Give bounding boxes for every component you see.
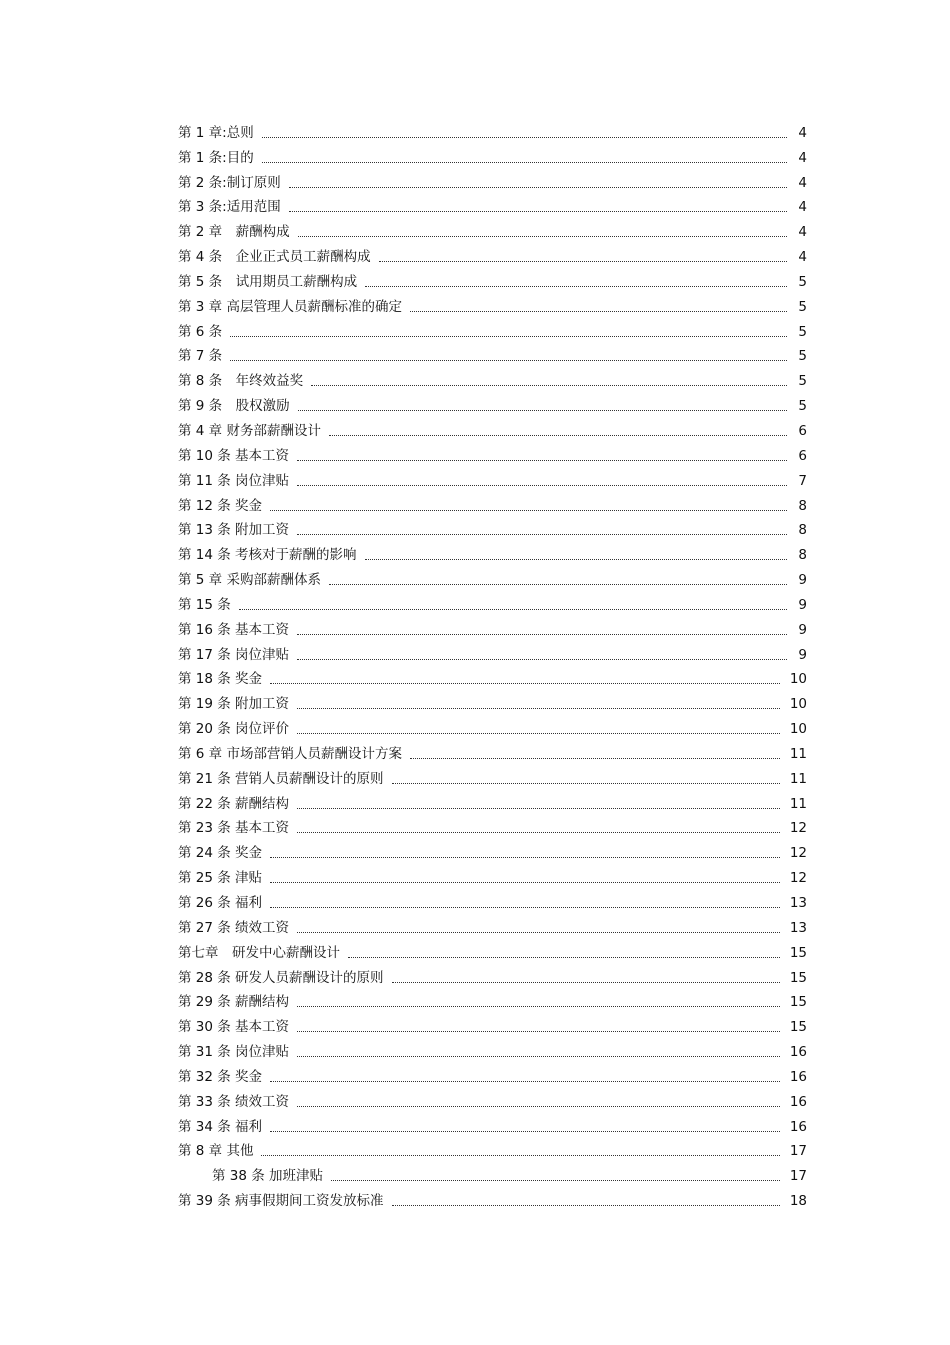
dot-leader [329, 434, 787, 436]
toc-entry-page-number: 5 [798, 398, 807, 415]
dot-leader [230, 359, 787, 361]
dot-leader [297, 931, 780, 933]
toc-entry-label: 第 11 条 岗位津贴 [178, 472, 290, 489]
dot-leader [270, 682, 780, 684]
toc-entry-label: 第 31 条 岗位津贴 [178, 1044, 290, 1061]
toc-entry-label: 第 18 条 奖金 [178, 671, 263, 688]
dot-leader [297, 533, 787, 535]
toc-entry-page-number: 4 [798, 249, 807, 266]
toc-entry[interactable] [178, 316, 807, 341]
dot-leader [297, 1055, 780, 1057]
toc-entry[interactable] [178, 1036, 807, 1061]
toc-entry[interactable] [178, 1061, 807, 1086]
toc-entry-label: 第 38 条 加班津贴 [212, 1168, 324, 1185]
toc-entry-page-number: 9 [798, 596, 807, 613]
toc-entry-page-number: 16 [789, 1118, 807, 1135]
toc-entry[interactable] [178, 365, 807, 390]
toc-entry-page-number: 16 [789, 1093, 807, 1110]
toc-entry[interactable] [178, 241, 807, 266]
toc-entry-label: 第 5 条 试用期员工薪酬构成 [178, 273, 358, 290]
toc-entry-page-number: 7 [798, 472, 807, 489]
toc-entry-label: 第 15 条 [178, 596, 231, 613]
toc-entry-label: 第 39 条 病事假期间工资发放标准 [178, 1193, 384, 1210]
toc-entry[interactable] [178, 962, 807, 987]
dot-leader [365, 285, 787, 287]
toc-entry-label: 第 1 条:目的 [178, 149, 254, 166]
dot-leader [379, 260, 787, 262]
toc-entry-page-number: 16 [789, 1068, 807, 1085]
toc-entry-label: 第 21 条 营销人员薪酬设计的原则 [178, 770, 384, 787]
toc-entry-label: 第 33 条 绩效工资 [178, 1093, 290, 1110]
toc-entry-page-number: 16 [789, 1044, 807, 1061]
toc-entry-page-number: 10 [789, 721, 807, 738]
toc-entry-label: 第 3 条:适用范围 [178, 199, 281, 216]
toc-entry[interactable] [178, 539, 807, 564]
toc-entry[interactable] [178, 465, 807, 490]
toc-entry-label: 第 8 条 年终效益奖 [178, 373, 304, 390]
toc-entry-page-number: 5 [798, 348, 807, 365]
toc-entry[interactable] [178, 415, 807, 440]
toc-entry[interactable] [178, 788, 807, 813]
toc-entry[interactable] [178, 192, 807, 217]
toc-entry-label: 第 7 条 [178, 348, 223, 365]
toc-entry-label: 第 34 条 福利 [178, 1118, 263, 1135]
toc-entry-page-number: 5 [798, 273, 807, 290]
toc-entry[interactable] [178, 1011, 807, 1036]
toc-entry[interactable] [178, 341, 807, 366]
toc-entry[interactable] [178, 738, 807, 763]
toc-entry-label: 第 26 条 福利 [178, 895, 263, 911]
toc-entry[interactable] [178, 440, 807, 465]
toc-entry[interactable] [178, 490, 807, 515]
dot-leader [297, 459, 787, 461]
toc-entry-label: 第 22 条 薪酬结构 [178, 795, 290, 812]
toc-entry-page-number: 15 [789, 994, 807, 1011]
dot-leader [298, 235, 787, 237]
toc-entry-page-number: 11 [789, 745, 807, 762]
dot-leader [289, 186, 787, 188]
dot-leader [297, 707, 780, 709]
toc-entry-page-number: 17 [789, 1168, 807, 1185]
toc-entry-label: 第七章 研发中心薪酬设计 [178, 944, 340, 961]
dot-leader [297, 484, 787, 486]
toc-entry[interactable] [178, 564, 807, 589]
dot-leader [297, 658, 787, 660]
toc-entry-label: 第 2 条:制订原则 [178, 174, 281, 191]
dot-leader [365, 558, 787, 560]
dot-leader [261, 1154, 779, 1156]
toc-entry-label: 第 10 条 基本工资 [178, 447, 290, 464]
toc-entry-page-number: 10 [789, 696, 807, 713]
toc-entry-page-number: 18 [789, 1193, 807, 1210]
toc-entry-label: 第 25 条 津贴 [178, 870, 263, 887]
toc-entry[interactable] [178, 639, 807, 664]
dot-leader [331, 1179, 780, 1181]
toc-entry[interactable] [178, 1111, 807, 1136]
dot-leader [297, 633, 787, 635]
toc-entry-page-number: 8 [798, 497, 807, 514]
dot-leader [329, 583, 787, 585]
dot-leader [239, 608, 787, 610]
toc-entry-page-number: 4 [798, 174, 807, 191]
dot-leader [262, 136, 787, 138]
toc-entry-page-number: 12 [789, 820, 807, 837]
toc-entry-page-number: 13 [789, 919, 807, 936]
toc-entry-label: 第 4 章 财务部薪酬设计 [178, 422, 321, 439]
toc-entry-label: 第 1 章:总则 [178, 124, 254, 141]
toc-entry-page-number: 15 [789, 969, 807, 986]
toc-entry[interactable] [178, 912, 807, 937]
toc-entry-page-number: 15 [789, 944, 807, 961]
dot-leader [410, 757, 780, 759]
toc-entry[interactable] [178, 664, 807, 689]
toc-entry[interactable] [178, 1086, 807, 1111]
toc-entry-page-number: 8 [798, 547, 807, 564]
toc-entry[interactable] [178, 117, 807, 142]
toc-entry-label: 第 27 条 绩效工资 [178, 919, 290, 936]
toc-entry-label: 第 29 条 薪酬结构 [178, 994, 290, 1011]
toc-entry[interactable] [178, 1160, 807, 1185]
toc-entry[interactable] [178, 614, 807, 639]
toc-entry[interactable] [178, 1136, 807, 1161]
dot-leader [348, 956, 780, 958]
dot-leader [262, 161, 787, 163]
toc-entry[interactable] [178, 515, 807, 540]
toc-entry[interactable] [178, 390, 807, 415]
toc-entry-label: 第 2 章 薪酬构成 [178, 224, 290, 241]
dot-leader [298, 409, 787, 411]
dot-leader [270, 856, 780, 858]
toc-entry-page-number: 4 [798, 124, 807, 141]
toc-entry-label: 第 6 条 [178, 323, 223, 340]
toc-entry-label: 第 6 章 市场部营销人员薪酬设计方案 [178, 745, 402, 762]
toc-entry-page-number: 9 [798, 646, 807, 663]
toc-entry-page-number: 4 [798, 149, 807, 166]
toc-entry-label: 第 4 条 企业正式员工薪酬构成 [178, 249, 371, 266]
toc-entry-label: 第 20 条 岗位评价 [178, 721, 290, 738]
toc-entry[interactable] [178, 763, 807, 788]
toc-entry-label: 第 9 条 股权激励 [178, 398, 290, 415]
toc-entry-label: 第 3 章 高层管理人员薪酬标准的确定 [178, 298, 402, 315]
toc-entry-label: 第 16 条 基本工资 [178, 621, 290, 638]
dot-leader [297, 807, 780, 809]
toc-entry-label: 第 8 章 其他 [178, 1143, 254, 1160]
toc-entry[interactable] [178, 862, 807, 887]
toc-entry-label: 第 32 条 奖金 [178, 1068, 263, 1085]
toc-entry-page-number: 5 [798, 323, 807, 340]
toc-entry-page-number: 5 [798, 373, 807, 390]
toc-entry-page-number: 9 [798, 621, 807, 638]
toc-entry-page-number: 12 [789, 870, 807, 887]
toc-entry-label: 第 23 条 基本工资 [178, 820, 290, 837]
toc-entry-page-number: 12 [789, 845, 807, 862]
toc-entry[interactable] [178, 142, 807, 167]
toc-entry-page-number: 9 [798, 572, 807, 589]
toc-entry[interactable] [178, 688, 807, 713]
toc-entry-page-number: 17 [789, 1143, 807, 1160]
toc-entry-label: 第 24 条 奖金 [178, 845, 263, 862]
toc-entry[interactable] [178, 713, 807, 738]
toc-entry-label: 第 30 条 基本工资 [178, 1019, 290, 1036]
toc-entry[interactable] [178, 216, 807, 241]
toc-entry-page-number: 10 [789, 671, 807, 688]
toc-entry-page-number: 13 [789, 895, 807, 911]
dot-leader [392, 1204, 780, 1206]
toc-entry-page-number: 6 [798, 447, 807, 464]
toc-entry[interactable] [178, 291, 807, 316]
toc-entry[interactable] [178, 1185, 807, 1210]
toc-entry-page-number: 11 [789, 795, 807, 812]
toc-entry-page-number: 8 [798, 522, 807, 539]
toc-entry-label: 第 5 章 采购部薪酬体系 [178, 572, 321, 589]
dot-leader [297, 1105, 780, 1107]
toc-entry[interactable] [178, 987, 807, 1012]
dot-leader [410, 310, 787, 312]
toc-entry[interactable] [178, 589, 807, 614]
toc-entry-label: 第 17 条 岗位津贴 [178, 646, 290, 663]
toc-entry-page-number: 15 [789, 1019, 807, 1036]
toc-entry-page-number: 4 [798, 224, 807, 241]
dot-leader [270, 1080, 780, 1082]
toc-entry[interactable] [178, 887, 807, 912]
dot-leader [270, 906, 780, 908]
toc-entry[interactable] [178, 813, 807, 838]
dot-leader [297, 831, 780, 833]
table-of-contents [178, 117, 807, 1210]
dot-leader [270, 509, 787, 511]
dot-leader [297, 1005, 780, 1007]
dot-leader [311, 384, 787, 386]
toc-entry-page-number: 11 [789, 770, 807, 787]
dot-leader [392, 981, 780, 983]
dot-leader [297, 732, 780, 734]
dot-leader [297, 1030, 780, 1032]
toc-entry-page-number: 6 [798, 422, 807, 439]
dot-leader [392, 782, 780, 784]
toc-entry-page-number: 4 [798, 199, 807, 216]
toc-entry-label: 第 19 条 附加工资 [178, 696, 290, 713]
toc-entry-label: 第 14 条 考核对于薪酬的影响 [178, 547, 357, 564]
toc-entry[interactable] [178, 167, 807, 192]
dot-leader [289, 210, 787, 212]
toc-entry-label: 第 13 条 附加工资 [178, 522, 290, 539]
toc-entry[interactable] [178, 266, 807, 291]
dot-leader [230, 335, 787, 337]
toc-entry-label: 第 28 条 研发人员薪酬设计的原则 [178, 969, 384, 986]
toc-entry[interactable] [178, 837, 807, 862]
toc-entry-label: 第 12 条 奖金 [178, 497, 263, 514]
toc-entry[interactable] [178, 937, 807, 962]
dot-leader [270, 1130, 780, 1132]
dot-leader [270, 881, 780, 883]
toc-entry-page-number: 5 [798, 298, 807, 315]
